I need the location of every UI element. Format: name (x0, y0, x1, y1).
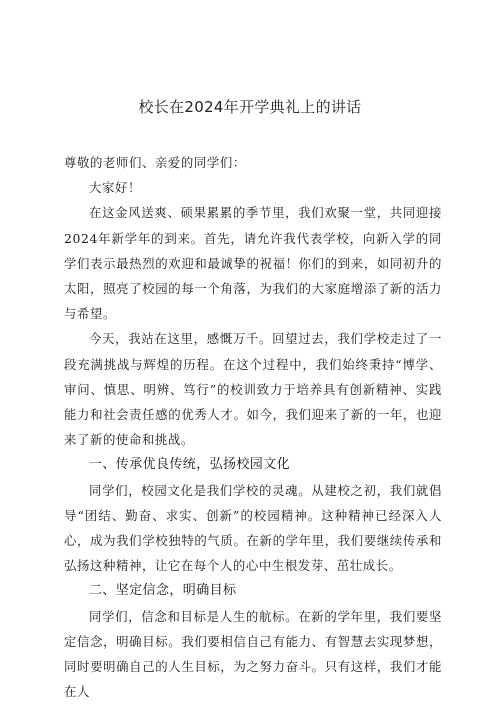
body-paragraph: 今天，我站在这里，感慨万千。回望过去，我们学校走过了一段充满挑战与辉煌的历程。在这个过程中，我们始终秉持“博学、审问、慎思、明辨、笃行”的校训致力于培养具有创新精神、实践能力和社会责任感的优秀人才。如今，我们迎来了新的一年，也迎来了新的使命和挑战。 (64, 331, 442, 448)
document-title: 校长在2024年开学典礼上的讲话 (138, 98, 362, 116)
section-heading: 二、坚定信念，明确目标 (89, 583, 237, 599)
section-paragraph: 同学们，校园文化是我们学校的灵魂。从建校之初，我们就倡导“团结、勤奋、求实、创新”的校园精神。这种精神已经深入人心，成为我们学校独特的气质。在新的学年里，我们要继续传承和弘扬这种精神，让它在每个人的心中生根发芽、茁壮成长。 (64, 482, 442, 574)
salutation: 尊敬的老师们、亲爱的同学们： (64, 155, 246, 170)
body-paragraph: 在这金风送爽、硕果累累的季节里，我们欢聚一堂，共同迎接2024年新学年的到来。首先，请允许我代表学校，向新入学的同学们表示最热烈的欢迎和最诚挚的祝福！你们的到来，如同初升的太阳，照亮了校园的每一个角落，为我们的大家庭增添了新的活力与希望。 (64, 205, 442, 322)
section-paragraph: 同学们，信念和目标是人生的航标。在新的学年里，我们要坚定信念，明确目标。我们要相信自己有能力、有智慧去实现梦想，同时要明确自己的人生目标，为之努力奋斗。只有这样，我们才能在人 (64, 608, 442, 700)
greeting: 大家好！ (89, 180, 141, 196)
document-body (64, 150, 442, 704)
section-heading: 一、传承优良传统，弘扬校园文化 (89, 457, 291, 473)
